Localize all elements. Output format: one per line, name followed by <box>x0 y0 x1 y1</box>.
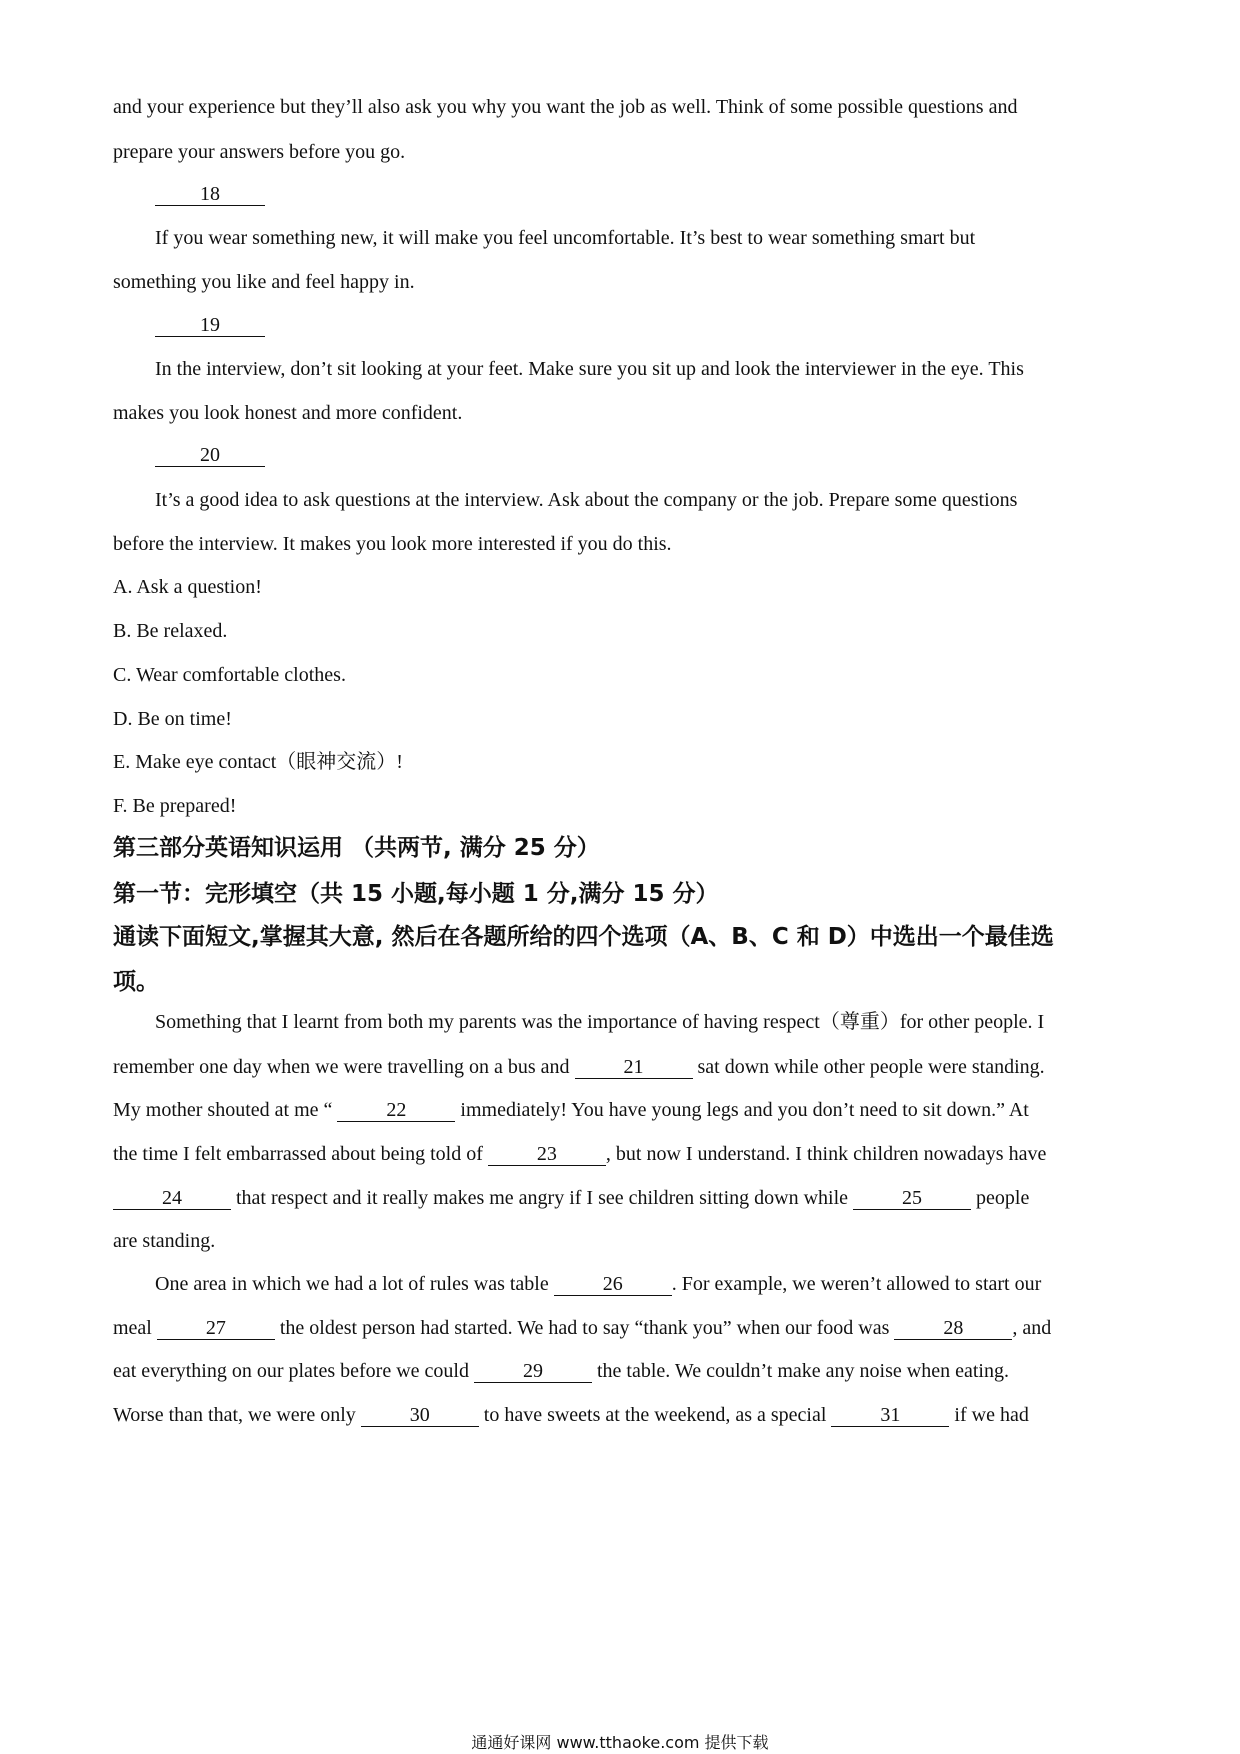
cloze-blank-29: 29 <box>474 1360 592 1383</box>
paragraph-line: before the interview. It makes you look more interested if you do this. <box>113 533 672 555</box>
instruction-line: 项。 <box>113 969 159 995</box>
cloze-text: sat down while other people were standing. <box>692 1056 1045 1078</box>
cloze-line <box>113 1141 1046 1167</box>
cloze-blank-22: 22 <box>337 1099 455 1122</box>
paragraph-line: It’s a good idea to ask questions at the interview. Ask about the company or the job. Prepare some questions <box>155 489 1018 511</box>
option-f: F. Be prepared! <box>113 795 237 817</box>
option-d: D. Be on time! <box>113 708 232 730</box>
cloze-blank-30: 30 <box>361 1404 479 1427</box>
cloze-text: One area in which we had a lot of rules was table <box>155 1273 554 1295</box>
cloze-blank-21: 21 <box>575 1056 693 1079</box>
answer-blank-19: 19 <box>155 314 265 337</box>
paragraph-line: If you wear something new, it will make you feel uncomfortable. It’s best to wear something smart but <box>155 227 976 249</box>
cloze-text: to have sweets at the weekend, as a special <box>478 1404 832 1426</box>
answer-blank-18: 18 <box>155 183 265 206</box>
paragraph-line: and your experience but they’ll also ask you why you want the job as well. Think of some possible questions and <box>113 96 1018 118</box>
option-a: A. Ask a question! <box>113 576 262 598</box>
page-footer: 通通好课网 www.tthaoke.com 提供下载 <box>471 1733 769 1752</box>
cloze-line: Something that I learnt from both my parents was the importance of having respect（尊重）for other people. I <box>155 1011 1045 1033</box>
paragraph-line: prepare your answers before you go. <box>113 141 406 163</box>
cloze-blank-23: 23 <box>488 1143 606 1166</box>
cloze-line <box>113 1054 1045 1080</box>
cloze-text: Worse than that, we were only <box>113 1404 361 1426</box>
cloze-text: people <box>971 1187 1030 1209</box>
cloze-text: that respect and it really makes me angry if I see children sitting down while <box>231 1187 854 1209</box>
cloze-line: are standing. <box>113 1230 216 1252</box>
paragraph-line: makes you look honest and more confident. <box>113 402 463 424</box>
option-b: B. Be relaxed. <box>113 620 228 642</box>
cloze-text: My mother shouted at me “ <box>113 1099 338 1121</box>
cloze-text: , but now I understand. I think children nowadays have <box>605 1143 1047 1165</box>
cloze-blank-25: 25 <box>853 1187 971 1210</box>
cloze-text: . For example, we weren’t allowed to start our <box>671 1273 1042 1295</box>
option-c: C. Wear comfortable clothes. <box>113 664 346 686</box>
instruction-line: 通读下面短文,掌握其大意, 然后在各题所给的四个选项（A、B、C 和 D）中选出一个最佳选 <box>113 924 1054 950</box>
cloze-text: remember one day when we were travelling on a bus and <box>113 1056 575 1078</box>
cloze-blank-24: 24 <box>113 1187 231 1210</box>
cloze-line <box>113 1358 1009 1384</box>
cloze-blank-26: 26 <box>554 1273 672 1296</box>
cloze-blank-27: 27 <box>157 1317 275 1340</box>
cloze-line <box>113 1402 1029 1428</box>
paragraph-line: something you like and feel happy in. <box>113 271 415 293</box>
cloze-text: the time I felt embarrassed about being told of <box>113 1143 488 1165</box>
option-e: E. Make eye contact（眼神交流）! <box>113 751 403 773</box>
cloze-line <box>113 1315 1051 1341</box>
cloze-text: eat everything on our plates before we could <box>113 1360 474 1382</box>
subsection-title: 第一节：完形填空（共 15 小题,每小题 1 分,满分 15 分） <box>113 881 719 907</box>
cloze-text: immediately! You have young legs and you don’t need to sit down.” At <box>455 1099 1029 1121</box>
cloze-blank-28: 28 <box>894 1317 1012 1340</box>
cloze-line <box>113 1097 1029 1123</box>
cloze-text: meal <box>113 1317 157 1339</box>
answer-blank-20: 20 <box>155 444 265 467</box>
cloze-line <box>113 1185 1029 1211</box>
cloze-line <box>155 1271 1041 1297</box>
cloze-text: the oldest person had started. We had to say “thank you” when our food was <box>274 1317 895 1339</box>
cloze-text: if we had <box>949 1404 1029 1426</box>
cloze-blank-31: 31 <box>831 1404 949 1427</box>
section-title: 第三部分英语知识运用 （共两节, 满分 25 分） <box>113 835 600 861</box>
cloze-text: , and <box>1012 1317 1052 1339</box>
cloze-text: the table. We couldn’t make any noise when eating. <box>591 1360 1009 1382</box>
paragraph-line: In the interview, don’t sit looking at your feet. Make sure you sit up and look the interviewer in the eye. This <box>155 358 1024 380</box>
